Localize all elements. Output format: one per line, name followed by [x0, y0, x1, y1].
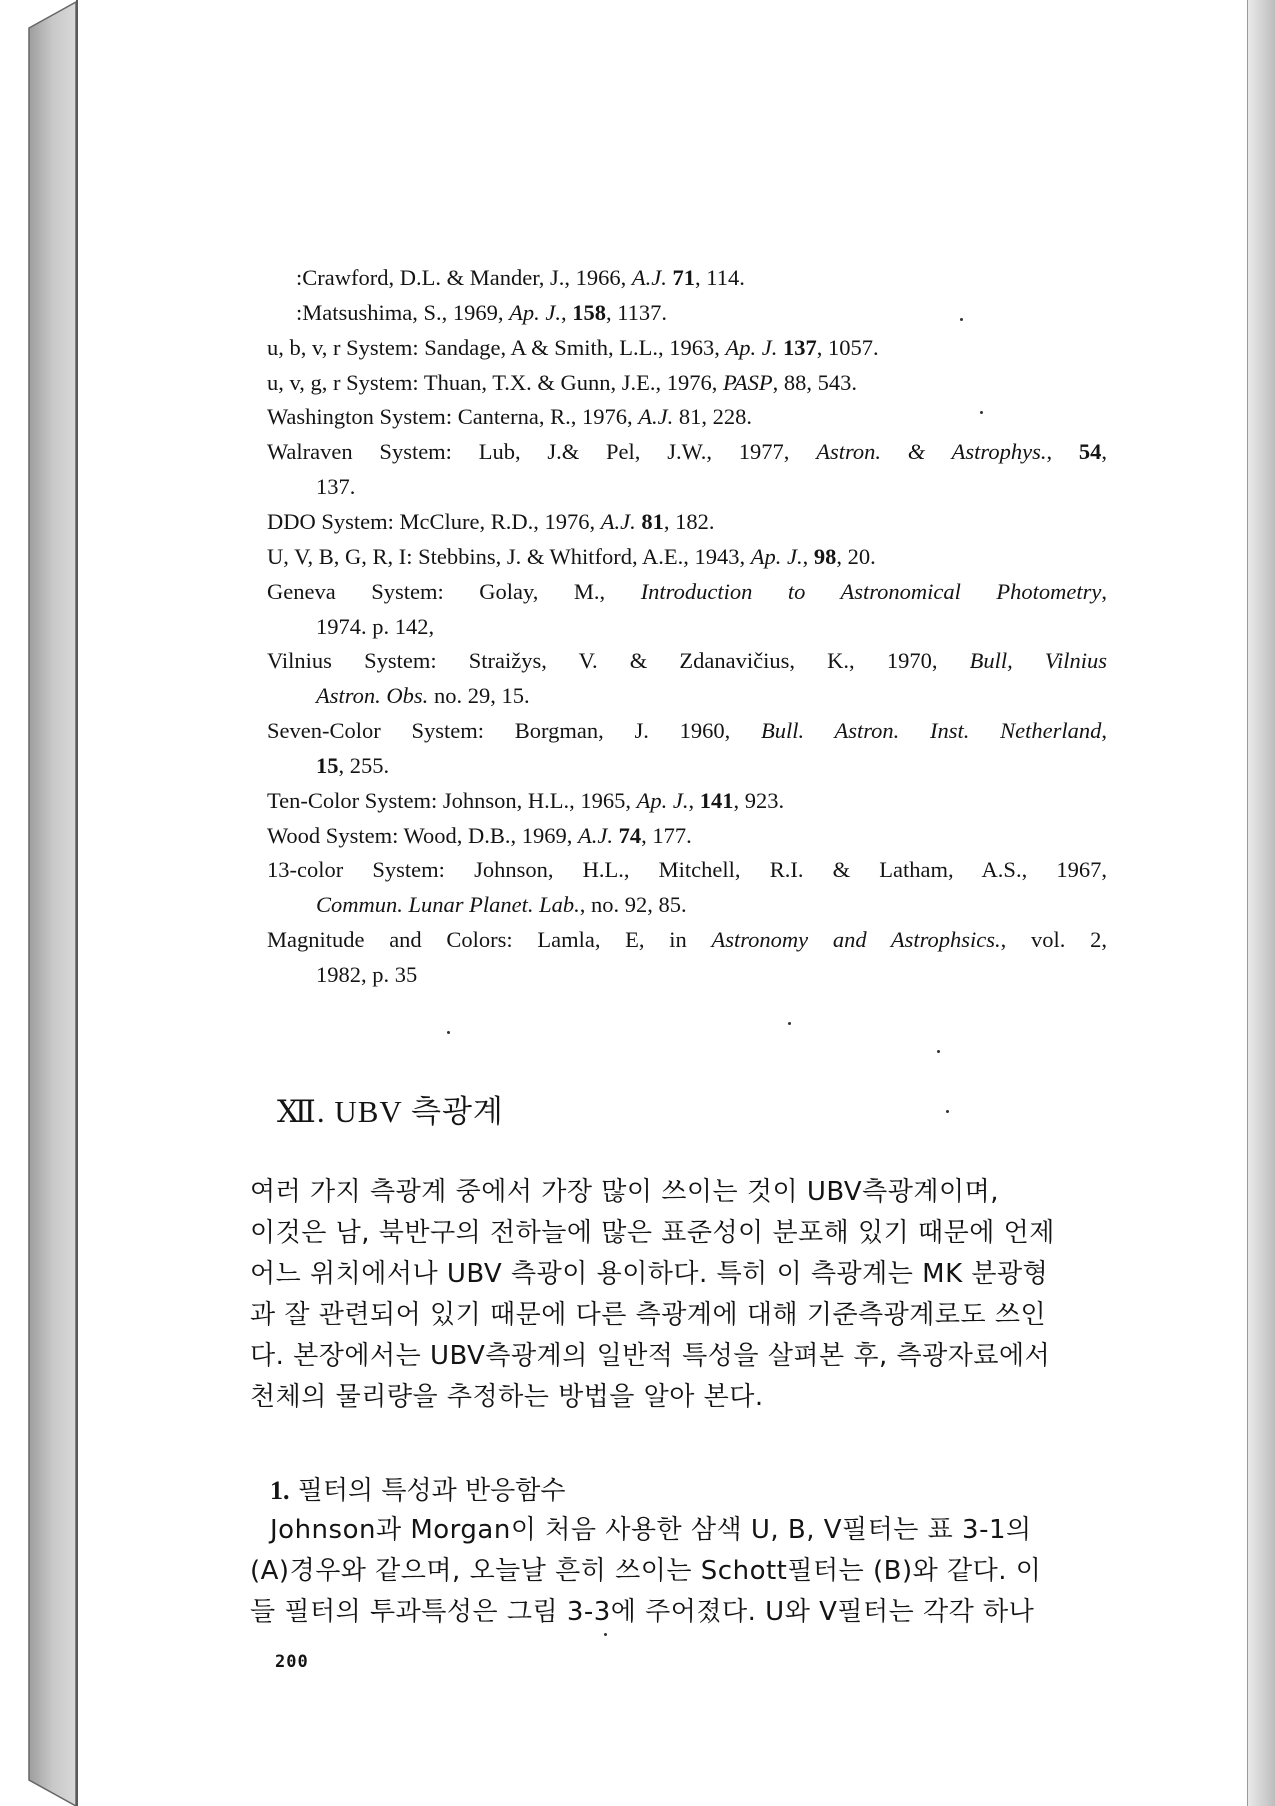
journal-title: Bull, Vilnius — [969, 648, 1107, 674]
reference-text: , — [1046, 439, 1079, 465]
journal-title: Ap. J. — [750, 543, 803, 569]
volume-number: 158 — [572, 299, 606, 325]
intro-line-5: 다. 본장에서는 UBV측광계의 일반적 특성을 살펴본 후, 측광자료에서 — [250, 1341, 1051, 1371]
reference-text: Geneva System: Golay, M., — [267, 578, 641, 604]
reference-line — [267, 922, 1107, 957]
reference-line — [267, 713, 1107, 748]
reference-text: Walraven System: Lub, J.& Pel, J.W., 1977, — [267, 439, 817, 465]
reference-text: Ten-Color System: Johnson, H.L., 1965, — [267, 787, 637, 813]
page-edge-right — [1248, 0, 1275, 1806]
intro-line-6: 천체의 물리량을 추정하는 방법을 알아 본다. — [250, 1382, 764, 1412]
reference-text: , — [688, 787, 700, 813]
reference-text: u, b, v, r System: Sandage, A & Smith, L.L., 1963, — [267, 334, 726, 360]
reference-text: , 177. — [641, 822, 692, 848]
speck — [447, 1031, 450, 1034]
journal-title: A.J. — [600, 508, 636, 534]
volume-number: 81 — [641, 508, 664, 534]
journal-title: A.J. — [638, 404, 674, 430]
volume-number: 15 — [316, 752, 339, 778]
reference-line — [316, 887, 1156, 922]
journal-title: Introduction to Astronomical Photometry — [640, 578, 1102, 604]
speck — [788, 1022, 791, 1025]
speck — [980, 411, 983, 414]
reference-line — [316, 748, 1156, 783]
reference-text: :Crawford, D.L. & Mander, J., 1966, — [296, 265, 632, 290]
page-number: 200 — [275, 1652, 309, 1672]
reference-line — [267, 399, 1107, 434]
reference-text: 137. — [316, 474, 356, 500]
reference-text: Seven-Color System: Borgman, J. 1960, — [267, 718, 761, 744]
reference-text: Wood System: Wood, D.B., 1969, — [267, 822, 578, 848]
reference-text: U, V, B, G, R, I: Stebbins, J. & Whitford, A.E., 1943, — [267, 543, 751, 569]
reference-line — [267, 574, 1107, 609]
journal-title: Astronomy and Astrophsics. — [711, 927, 1001, 953]
intro-line-4: 과 잘 관련되어 있기 때문에 다른 측광계에 대해 기준측광계로도 쓰인 — [250, 1300, 1047, 1330]
reference-line — [267, 504, 1107, 539]
volume-number: 74 — [618, 822, 642, 848]
sub-line-2: (A)경우와 같으며, 오늘날 흔히 쓰이는 Schott필터는 (B)와 같다. 이 — [250, 1556, 1042, 1586]
subsection-heading — [270, 1470, 565, 1507]
reference-text: :Matsushima, S., 1969, — [296, 299, 510, 325]
journal-title: Astron. Obs. — [316, 683, 429, 709]
reference-line — [316, 957, 1156, 992]
reference-text: , 255. — [338, 752, 390, 778]
reference-text: , — [802, 543, 814, 569]
volume-number: 71 — [672, 265, 696, 290]
reference-text: , 182. — [663, 508, 715, 534]
reference-text: , 1137. — [606, 299, 668, 325]
reference-text: Vilnius System: Straižys, V. & Zdanavičius, K., 1970, — [267, 648, 970, 674]
intro-line-2: 이것은 남, 북반구의 전하늘에 많은 표준성이 분포해 있기 때문에 언제 — [250, 1218, 1055, 1248]
reference-line — [267, 852, 1107, 887]
speck — [960, 318, 963, 321]
reference-text: Magnitude and Colors: Lamla, E, in — [267, 927, 712, 953]
subsection-title: 필터의 특성과 반응함수 — [297, 1476, 566, 1506]
sub-line-3: 들 필터의 투과특성은 그림 3-3에 주어졌다. U와 V필터는 각각 하나 — [250, 1597, 1035, 1627]
reference-line — [296, 260, 1136, 295]
reference-text: , — [1101, 439, 1108, 465]
reference-text: 13-color System: Johnson, H.L., Mitchell, R.I. & Latham, A.S., 1967, — [267, 857, 1107, 883]
journal-title: A.J. — [577, 822, 613, 848]
section-title: Ⅻ. UBV 측광계 — [277, 1094, 504, 1129]
reference-text: no. 29, 15. — [428, 683, 530, 709]
volume-number: 54 — [1078, 439, 1102, 465]
speck — [937, 1050, 940, 1053]
reference-text: Washington System: Canterna, R., 1976, — [267, 404, 639, 430]
journal-title: A.J. — [631, 265, 667, 290]
reference-line — [316, 678, 1156, 713]
journal-title: PASP — [723, 369, 773, 395]
reference-line — [267, 818, 1107, 853]
reference-line — [296, 295, 1136, 330]
reference-line — [316, 469, 1156, 504]
reference-text: , 923. — [733, 787, 785, 813]
reference-text: , — [1101, 718, 1107, 744]
reference-text: , — [561, 299, 573, 325]
reference-text: u, v, g, r System: Thuan, T.X. & Gunn, J.E., 1976, — [267, 369, 724, 395]
journal-title: Ap. J. — [725, 334, 778, 360]
reference-text: , 20. — [836, 543, 876, 569]
reference-text: , 114. — [695, 265, 745, 290]
subsection-number: 1. — [270, 1476, 290, 1505]
journal-title: Ap. J. — [509, 299, 561, 325]
reference-text: , 88, 543. — [772, 369, 858, 395]
speck — [946, 1110, 949, 1113]
volume-number: 137 — [783, 334, 817, 360]
reference-text: , vol. 2, — [1000, 927, 1107, 953]
journal-title: Ap. J. — [636, 787, 689, 813]
reference-text: 1974. p. 142, — [316, 613, 435, 639]
reference-line — [267, 539, 1107, 574]
journal-title: Astron. & Astrophys. — [816, 439, 1047, 465]
book-spine — [0, 0, 78, 1806]
reference-line — [316, 609, 1156, 644]
intro-line-3: 어느 위치에서나 UBV 측광이 용이하다. 특히 이 측광계는 MK 분광형 — [250, 1259, 1049, 1289]
reference-text: , 1057. — [816, 334, 879, 360]
intro-line-1: 여러 가지 측광계 중에서 가장 많이 쓰이는 것이 UBV측광계이며, — [250, 1177, 1000, 1207]
reference-text: , no. 92, 85. — [579, 892, 687, 918]
reference-line — [267, 330, 1107, 365]
volume-number: 141 — [699, 787, 734, 813]
reference-text: 1982, p. 35 — [316, 962, 418, 987]
reference-line — [267, 783, 1107, 818]
journal-title: Bull. Astron. Inst. Netherland — [760, 718, 1102, 744]
reference-text: 81, 228. — [673, 404, 753, 430]
sub-line-1: Johnson과 Morgan이 처음 사용한 삼색 U, B, V필터는 표 3-1의 — [270, 1515, 1032, 1545]
speck — [604, 1633, 607, 1636]
volume-number: 98 — [813, 543, 837, 569]
reference-line — [267, 365, 1107, 400]
reference-text: , — [1101, 578, 1107, 604]
journal-title: Commun. Lunar Planet. Lab. — [316, 892, 580, 918]
reference-line — [267, 643, 1107, 678]
reference-line — [267, 434, 1107, 469]
reference-text: DDO System: McClure, R.D., 1976, — [267, 508, 601, 534]
